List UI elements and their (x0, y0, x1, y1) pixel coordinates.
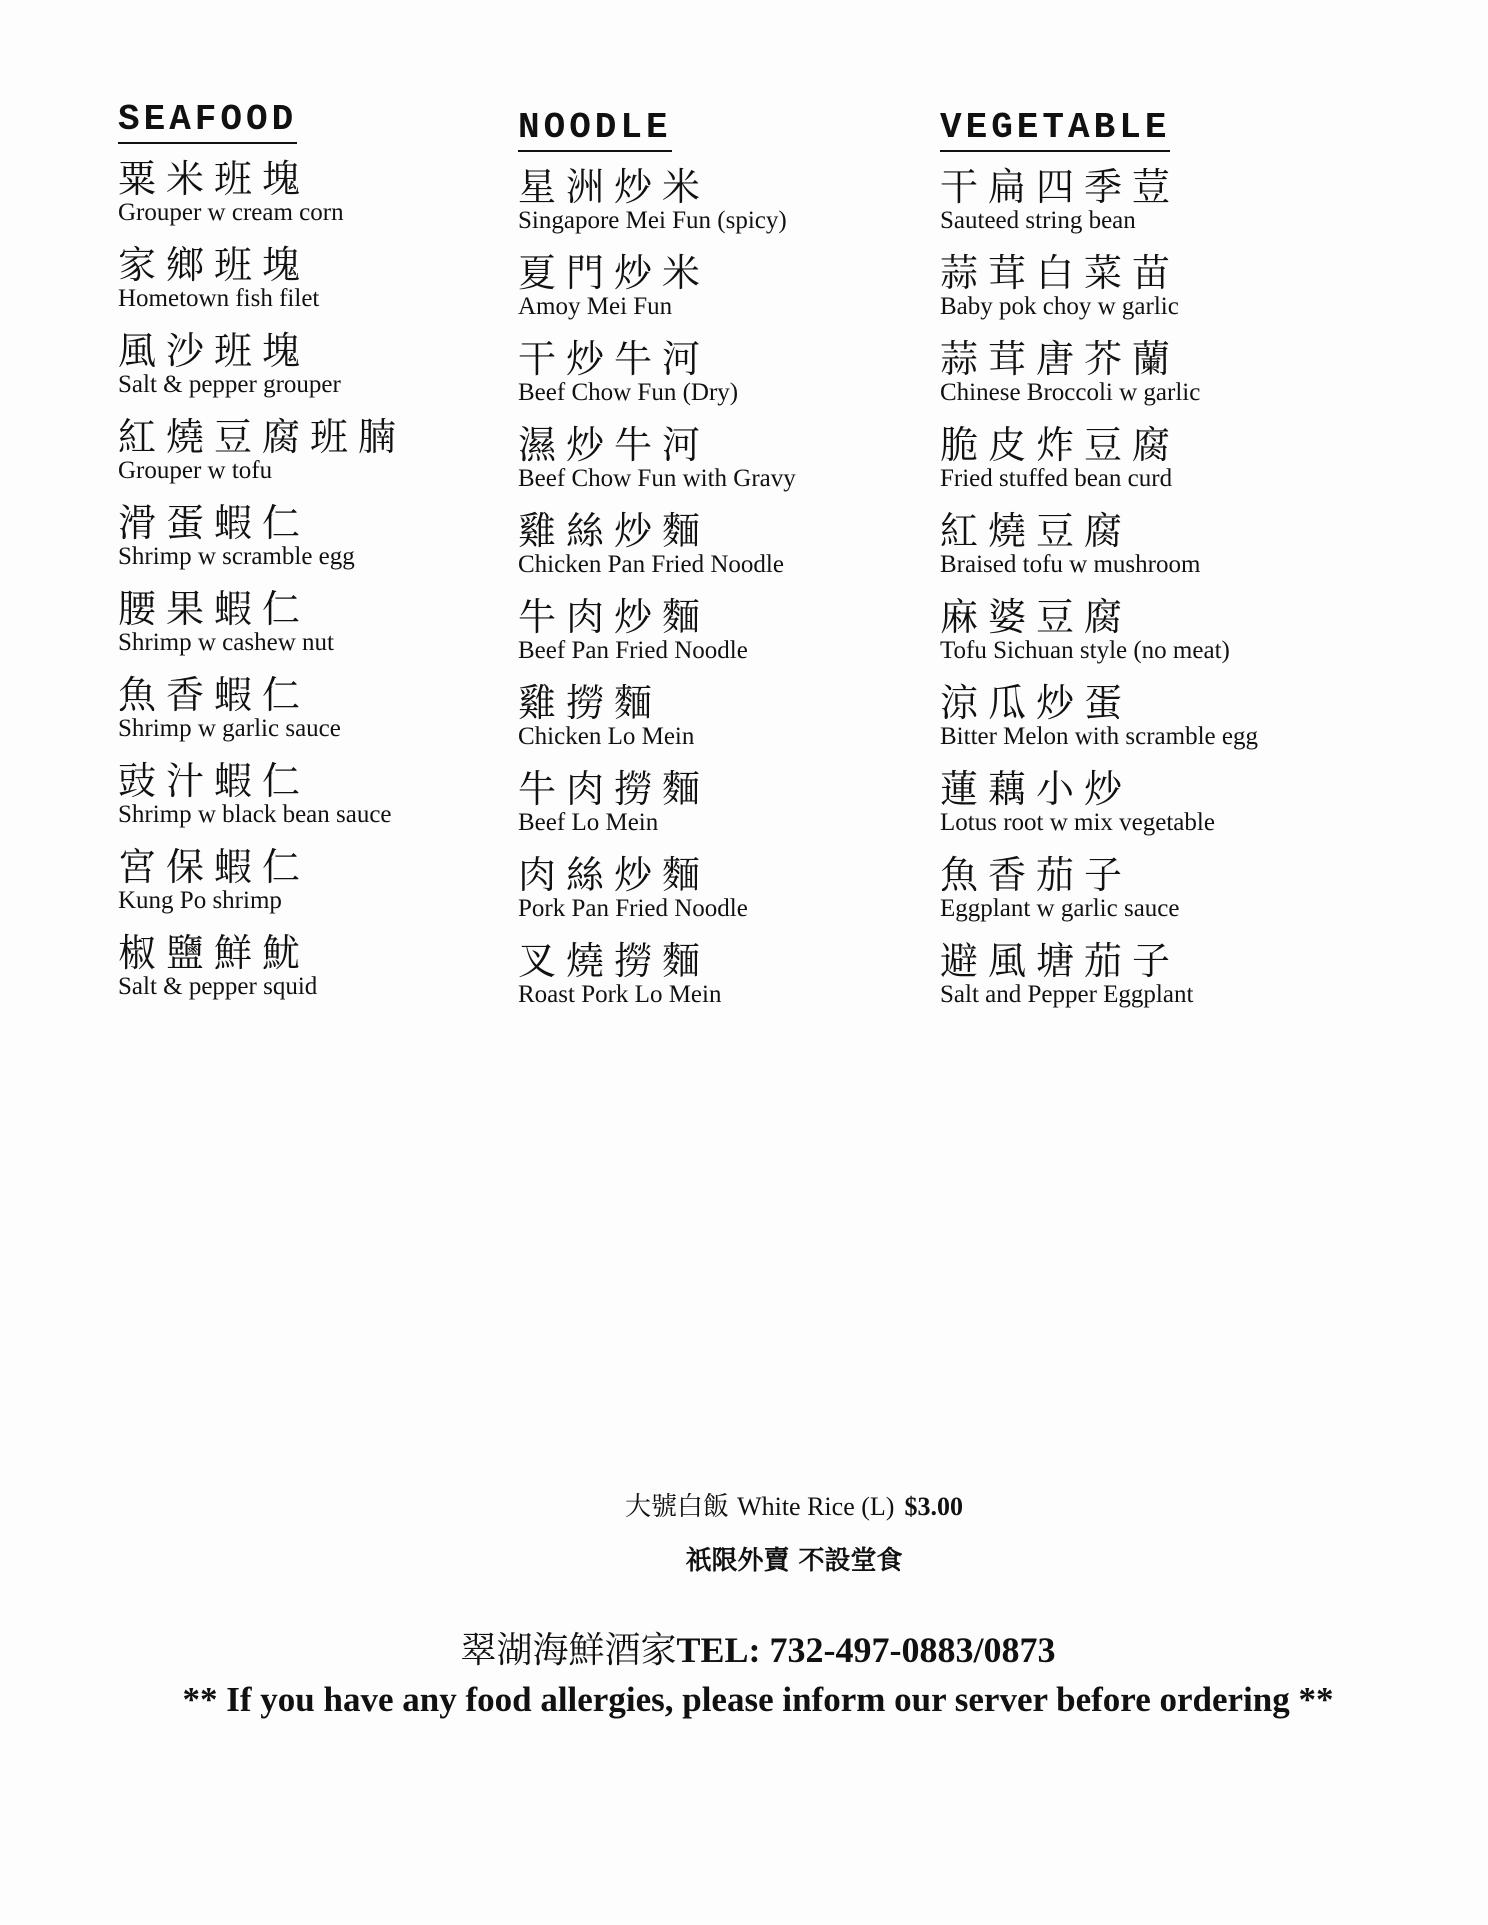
menu-item (518, 766, 918, 852)
menu-item (118, 586, 498, 672)
noodle-section (518, 100, 918, 1024)
menu-item (518, 422, 918, 508)
menu-item (118, 156, 498, 242)
menu-item-english-name: Beef Lo Mein (518, 809, 659, 836)
menu-item (518, 508, 918, 594)
menu-item-english-name: Beef Chow Fun with Gravy (518, 465, 796, 492)
menu-item-english-name: Sauteed string bean (940, 207, 1136, 234)
menu-item (940, 336, 1340, 422)
menu-item (118, 672, 498, 758)
menu-item-english-name: Bitter Melon with scramble egg (940, 723, 1258, 750)
seafood-list (118, 156, 498, 1016)
menu-item-chinese-name: 夏門炒米 (518, 251, 711, 295)
menu-item (940, 766, 1340, 852)
menu-item-chinese-name: 粟米班塊 (118, 157, 311, 201)
menu-item (940, 594, 1340, 680)
menu-item (518, 680, 918, 766)
section-title-seafood: SEAFOOD (118, 100, 297, 144)
menu-item-english-name: Braised tofu w mushroom (940, 551, 1201, 578)
menu-item-chinese-name: 魚香茄子 (940, 853, 1133, 897)
noodle-list (518, 164, 918, 1024)
menu-item-chinese-name: 避風塘茄子 (940, 939, 1181, 983)
menu-item-chinese-name: 涼瓜炒蛋 (940, 681, 1133, 725)
takeout-only-notice: 祇限外賣 不設堂食 (685, 1546, 903, 1576)
menu-item-chinese-name: 干炒牛河 (518, 337, 711, 381)
menu-item-english-name: Eggplant w garlic sauce (940, 895, 1180, 922)
menu-item-chinese-name: 星洲炒米 (518, 165, 711, 209)
menu-item-chinese-name: 風沙班塊 (118, 329, 311, 373)
menu-item-english-name: Tofu Sichuan style (no meat) (940, 637, 1230, 664)
menu-item-english-name: Shrimp w garlic sauce (118, 715, 341, 742)
menu-item-chinese-name: 雞撈麵 (518, 681, 663, 725)
menu-item-english-name: Grouper w tofu (118, 457, 273, 484)
menu-item-chinese-name: 蒜茸白菜苗 (940, 251, 1181, 295)
menu-item-chinese-name: 肉絲炒麵 (518, 853, 711, 897)
menu-item-english-name: Chicken Lo Mein (518, 723, 695, 750)
menu-item-english-name: Beef Pan Fried Noodle (518, 637, 748, 664)
menu-item (118, 500, 498, 586)
menu-item (518, 164, 918, 250)
menu-item-chinese-name: 豉汁蝦仁 (118, 759, 311, 803)
menu-item (940, 422, 1340, 508)
menu-item-english-name: Baby pok choy w garlic (940, 293, 1179, 320)
menu-item (118, 758, 498, 844)
rice-price: $3.00 (904, 1492, 963, 1521)
menu-item-english-name: Beef Chow Fun (Dry) (518, 379, 739, 406)
menu-item-english-name: Pork Pan Fried Noodle (518, 895, 748, 922)
menu-item-chinese-name: 干扁四季荳 (940, 165, 1181, 209)
menu-item-english-name: Salt & pepper squid (118, 973, 318, 1000)
menu-item-chinese-name: 滑蛋蝦仁 (118, 501, 311, 545)
menu-item (518, 336, 918, 422)
menu-item-chinese-name: 魚香蝦仁 (118, 673, 311, 717)
menu-item (940, 250, 1340, 336)
menu-item-chinese-name: 牛肉撈麵 (518, 767, 711, 811)
menu-item (940, 938, 1340, 1024)
menu-item-english-name: Hometown fish filet (118, 285, 320, 312)
menu-item (940, 164, 1340, 250)
contact-line (14, 1622, 1488, 1673)
menu-item-chinese-name: 蓮藕小炒 (940, 767, 1133, 811)
menu-item (118, 328, 498, 414)
menu-item (940, 680, 1340, 766)
menu-item (118, 242, 498, 328)
rice-chinese-name: 大號白飯 (625, 1492, 730, 1521)
allergy-notice: ** If you have any food allergies, please inform our server before ordering ** (182, 1680, 1334, 1719)
section-title-vegetable: VEGETABLE (940, 108, 1170, 152)
restaurant-name: 翠湖海鮮酒家 (460, 1630, 677, 1670)
menu-item-chinese-name: 牛肉炒麵 (518, 595, 711, 639)
menu-item-english-name: Roast Pork Lo Mein (518, 981, 722, 1008)
menu-item-english-name: Shrimp w scramble egg (118, 543, 355, 570)
menu-item-chinese-name: 椒鹽鮮魷 (118, 931, 311, 975)
menu-item (940, 508, 1340, 594)
menu-item-chinese-name: 紅燒豆腐 (940, 509, 1133, 553)
menu-item-chinese-name: 家鄉班塊 (118, 243, 311, 287)
menu-item (518, 852, 918, 938)
menu-item (118, 930, 498, 1016)
section-title-noodle: NOODLE (518, 108, 672, 152)
menu-item-chinese-name: 濕炒牛河 (518, 423, 711, 467)
menu-item-chinese-name: 雞絲炒麵 (518, 509, 711, 553)
menu-item-chinese-name: 腰果蝦仁 (118, 587, 311, 631)
menu-item (118, 844, 498, 930)
menu-item (518, 938, 918, 1024)
menu-item-chinese-name: 脆皮炸豆腐 (940, 423, 1181, 467)
vegetable-list (940, 164, 1340, 1024)
menu-item-english-name: Salt & pepper grouper (118, 371, 341, 398)
menu-item-chinese-name: 叉燒撈麵 (518, 939, 711, 983)
menu-item-english-name: Amoy Mei Fun (518, 293, 673, 320)
menu-item-english-name: Salt and Pepper Eggplant (940, 981, 1194, 1008)
menu-item-english-name: Chicken Pan Fried Noodle (518, 551, 784, 578)
vegetable-section (940, 100, 1340, 1024)
seafood-section (118, 100, 498, 1016)
menu-item-chinese-name: 宮保蝦仁 (118, 845, 311, 889)
telephone-number: TEL: 732-497-0883/0873 (676, 1630, 1056, 1670)
menu-item-english-name: Lotus root w mix vegetable (940, 809, 1215, 836)
menu-item (518, 594, 918, 680)
menu-item (940, 852, 1340, 938)
menu-item-chinese-name: 紅燒豆腐班腩 (118, 415, 407, 459)
white-rice-line (50, 1486, 1488, 1523)
menu-item-english-name: Kung Po shrimp (118, 887, 282, 914)
menu-item-chinese-name: 蒜茸唐芥蘭 (940, 337, 1181, 381)
menu-item-english-name: Shrimp w cashew nut (118, 629, 334, 656)
menu-item-english-name: Chinese Broccoli w garlic (940, 379, 1201, 406)
menu-item-english-name: Singapore Mei Fun (spicy) (518, 207, 787, 234)
menu-item-english-name: Grouper w cream corn (118, 199, 344, 226)
menu-item (518, 250, 918, 336)
rice-english-name: White Rice (L) (737, 1492, 895, 1521)
menu-item-english-name: Fried stuffed bean curd (940, 465, 1173, 492)
menu-item (118, 414, 498, 500)
menu-item-english-name: Shrimp w black bean sauce (118, 801, 392, 828)
menu-item-chinese-name: 麻婆豆腐 (940, 595, 1133, 639)
